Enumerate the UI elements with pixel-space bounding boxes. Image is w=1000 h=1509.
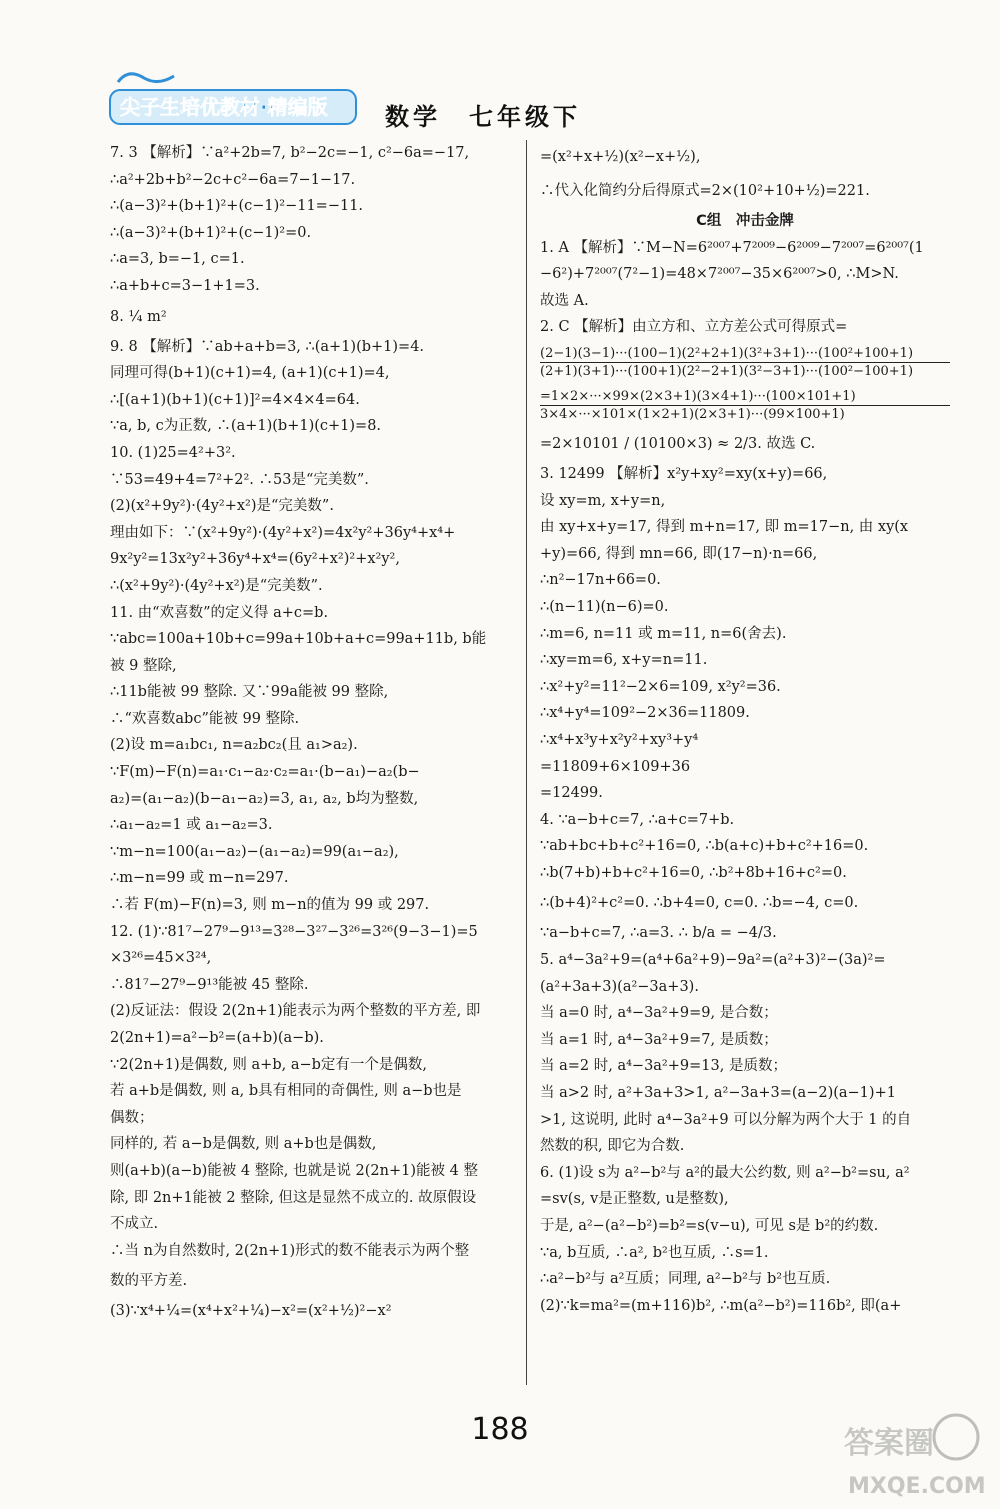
left-line: 11. 由“欢喜数”的定义得 a+c=b. [110, 604, 329, 621]
left-line: (2)反证法：假设 2(2n+1)能表示为两个整数的平方差, 即 [110, 1003, 481, 1020]
page-header-title: 数学 七年级下 [385, 103, 581, 131]
left-line: (3)∵x⁴+¼=(x⁴+x²+¼)−x²=(x²+½)²−x² [110, 1303, 392, 1320]
right-line: >1, 这说明, 此时 a⁴−3a²+9 可以分解为两个大于 1 的自 [540, 1111, 912, 1128]
left-line: 7. 3 【解析】∵a²+2b=7, b²−2c=−1, c²−6a=−17, [110, 145, 470, 161]
right-line: 1. A 【解析】∵M−N=6²⁰⁰⁷+7²⁰⁰⁹−6²⁰⁰⁹−7²⁰⁰⁷=6²⁰⁰⁷(1 [540, 239, 924, 256]
right-line: ∴b(7+b)+b+c²+16=0, ∴b²+8b+16+c²=0. [540, 864, 847, 881]
left-line: ∴81⁷−27⁹−9¹³能被 45 整除. [110, 976, 309, 993]
left-line: ∴a²+2b+b²−2c+c²−6a=7−1−17. [110, 171, 356, 188]
right-line: 当 a=0 时, a⁴−3a²+9=9, 是合数； [540, 1005, 778, 1022]
left-line: ∵53=49+4=7²+2². ∴53是“完美数”. [110, 471, 369, 488]
right-line: C组 冲击金牌 [696, 213, 794, 229]
brand-logo [108, 68, 358, 128]
right-line: ∴(b+4)²+c²=0. ∴b+4=0, c=0. ∴b=−4, c=0. [540, 895, 859, 912]
right-line: (2−1)(3−1)···(100−1)(2²+2+1)(3²+3+1)···(100²+100+1) [540, 341, 950, 363]
left-line: ∴(a−3)²+(b+1)²+(c−1)²−11=−11. [110, 198, 364, 215]
left-line: ∵F(m)−F(n)=a₁·c₁−a₂·c₂=a₁·(b−a₁)−a₂(b− [110, 764, 420, 781]
left-line: 不成立. [110, 1216, 159, 1233]
right-line: 4. ∵a−b+c=7, ∴a+c=7+b. [540, 811, 735, 828]
right-line: 故选 A. [540, 292, 589, 309]
left-line: 同样的, 若 a−b是偶数, 则 a+b也是偶数, [110, 1136, 377, 1153]
right-line: ∴代入化简约分后得原式=2×(10²+10+½)=221. [540, 183, 870, 199]
left-line: 10. (1)25=4²+3². [110, 444, 236, 461]
left-line: 数的平方差. [110, 1273, 188, 1290]
right-line: 2. C 【解析】由立方和、立方差公式可得原式= [540, 319, 848, 336]
right-line: 设 xy=m, x+y=n, [540, 492, 666, 509]
left-line: 则(a+b)(a−b)能被 4 整除, 也就是说 2(2n+1)能被 4 整 [110, 1162, 478, 1179]
right-line: (2)∵k=ma²=(m+116)b², ∴m(a²−b²)=116b², 即(a+ [540, 1297, 902, 1314]
left-line: ∵abc=100a+10b+c=99a+10b+a+c=99a+11b, b能 [110, 631, 487, 648]
right-line: =(x²+x+½)(x²−x+½), [540, 149, 701, 165]
left-line: 除, 即 2n+1能被 2 整除, 但这是显然不成立的. 故原假设 [110, 1189, 477, 1206]
left-line: ∴11b能被 99 整除. 又∵99a能被 99 整除, [110, 684, 389, 701]
right-line: (a²+3a+3)(a²−3a+3). [540, 978, 699, 995]
right-line: −6²)+7²⁰⁰⁷(7²−1)=48×7²⁰⁰⁷−35×6²⁰⁰⁷>0, ∴M>N. [540, 266, 899, 283]
right-line: 于是, a²−(a²−b²)=b²=s(v−u), 可见 s是 b²的约数. [540, 1218, 879, 1234]
left-line: 若 a+b是偶数, 则 a, b具有相同的奇偶性, 则 a−b也是 [110, 1083, 462, 1100]
right-line: ∵ab+bc+b+c²+16=0, ∴b(a+c)+b+c²+16=0. [540, 838, 869, 855]
right-line: ∴x⁴+x³y+x²y²+xy³+y⁴ [540, 731, 699, 748]
left-line: ∴当 n为自然数时, 2(2n+1)形式的数不能表示为两个整 [110, 1242, 470, 1259]
right-line: 由 xy+x+y=17, 得到 m+n=17, 即 m=17−n, 由 xy(x [540, 519, 909, 536]
left-line: 9. 8 【解析】∵ab+a+b=3, ∴(a+1)(b+1)=4. [110, 338, 425, 355]
right-line: ∴x⁴+y⁴=109²−2×36=11809. [540, 705, 750, 722]
right-line: ∴m=6, n=11 或 m=11, n=6(舍去). [540, 625, 787, 642]
left-line: ∴a=3, b=−1, c=1. [110, 251, 245, 268]
left-line: ∴(x²+9y²)·(4y²+x²)是“完美数”. [110, 577, 323, 594]
left-line: (2)设 m=a₁bc₁, n=a₂bc₂(且 a₁>a₂). [110, 737, 358, 754]
left-line: ∴a₁−a₂=1 或 a₁−a₂=3. [110, 817, 273, 834]
left-line: ∵a, b, c为正数, ∴(a+1)(b+1)(c+1)=8. [110, 418, 382, 435]
left-line: 12. (1)∵81⁷−27⁹−9¹³=3²⁸−3²⁷−3²⁶=3²⁶(9−3−1)=5 [110, 923, 478, 940]
left-line: ∵2(2n+1)是偶数, 则 a+b, a−b定有一个是偶数, [110, 1056, 428, 1073]
left-line: ∴m−n=99 或 m−n=297. [110, 870, 289, 887]
right-line: (2+1)(3+1)···(100+1)(2²−2+1)(3²−3+1)···(100²−100+1) [540, 363, 914, 379]
left-line: a₂)=(a₁−a₂)(b−a₁−a₂)=3, a₁, a₂, b均为整数, [110, 790, 419, 807]
left-line: ∵m−n=100(a₁−a₂)−(a₁−a₂)=99(a₁−a₂), [110, 843, 399, 860]
left-line: 偶数； [110, 1109, 154, 1126]
right-column [540, 140, 950, 1319]
right-line: ∴n²−17n+66=0. [540, 572, 661, 589]
watermark-bottom: MXQE.COM [848, 1474, 986, 1499]
left-line: 理由如下：∵(x²+9y²)·(4y²+x²)=4x²y²+36y⁴+x⁴+ [110, 524, 456, 541]
right-line: +y)=66, 得到 mn=66, 即(17−n)·n=66, [540, 545, 818, 562]
right-line: ∴(n−11)(n−6)=0. [540, 598, 669, 615]
right-line: 5. a⁴−3a²+9=(a⁴+6a²+9)−9a²=(a²+3)²−(3a)²= [540, 952, 886, 969]
left-line: 被 9 整除, [110, 657, 177, 674]
right-line: 然数的积, 即它为合数. [540, 1138, 685, 1155]
left-line: ∴“欢喜数abc”能被 99 整除. [110, 710, 300, 727]
right-line: =1×2×···×99×(2×3+1)(3×4+1)···(100×101+1) [540, 384, 950, 406]
right-line: =2×10101 / (10100×3) ≈ 2/3. 故选 C. [540, 435, 816, 452]
left-column [110, 140, 515, 1325]
left-line: ∴(a−3)²+(b+1)²+(c−1)²=0. [110, 224, 312, 241]
right-line: ∴a²−b²与 a²互质；同理, a²−b²与 b²也互质. [540, 1271, 831, 1288]
left-line: (2)(x²+9y²)·(4y²+x²)是“完美数”. [110, 498, 334, 515]
right-line: ∵a−b+c=7, ∴a=3. ∴ b/a = −4/3. [540, 925, 777, 942]
column-divider [526, 140, 527, 1385]
right-line: ∵a, b互质, ∴a², b²也互质, ∴s=1. [540, 1244, 769, 1261]
right-line: 6. (1)设 s为 a²−b²与 a²的最大公约数, 则 a²−b²=su, a² [540, 1164, 910, 1181]
right-line: 当 a=2 时, a⁴−3a²+9=13, 是质数； [540, 1058, 787, 1075]
left-line: 2(2n+1)=a²−b²=(a+b)(a−b). [110, 1030, 324, 1046]
right-line: =12499. [540, 785, 603, 802]
page-number: 188 [471, 1412, 529, 1447]
left-line: 同理可得(b+1)(c+1)=4, (a+1)(c+1)=4, [110, 365, 390, 382]
logo-text: 尖子生培优教材·精编版 [120, 95, 328, 119]
watermark-top: 答案圈 [844, 1426, 934, 1461]
right-line: =11809+6×109+36 [540, 758, 691, 775]
left-line: ∴若 F(m)−F(n)=3, 则 m−n的值为 99 或 297. [110, 897, 430, 914]
right-line: ∴x²+y²=11²−2×6=109, x²y²=36. [540, 678, 781, 695]
right-line: =sv(s, v是正整数, u是整数), [540, 1191, 729, 1208]
right-line: ∴xy=m=6, x+y=n=11. [540, 652, 708, 669]
left-line: ∴[(a+1)(b+1)(c+1)]²=4×4×4=64. [110, 391, 360, 408]
left-line: 8. ¼ m² [110, 308, 167, 325]
left-line: 9x²y²=13x²y²+36y⁴+x⁴=(6y²+x²)²+x²y², [110, 551, 400, 568]
left-line: ×3²⁶=45×3²⁴, [110, 950, 212, 967]
watermark [838, 1405, 988, 1505]
right-line: 3. 12499 【解析】x²y+xy²=xy(x+y)=66, [540, 465, 828, 482]
right-line: 当 a=1 时, a⁴−3a²+9=7, 是质数； [540, 1031, 778, 1048]
left-line: ∴a+b+c=3−1+1=3. [110, 277, 260, 294]
right-line: 3×4×···×101×(1×2+1)(2×3+1)···(99×100+1) [540, 406, 845, 422]
right-line: 当 a>2 时, a²+3a+3>1, a²−3a+3=(a−2)(a−1)+1 [540, 1085, 896, 1102]
